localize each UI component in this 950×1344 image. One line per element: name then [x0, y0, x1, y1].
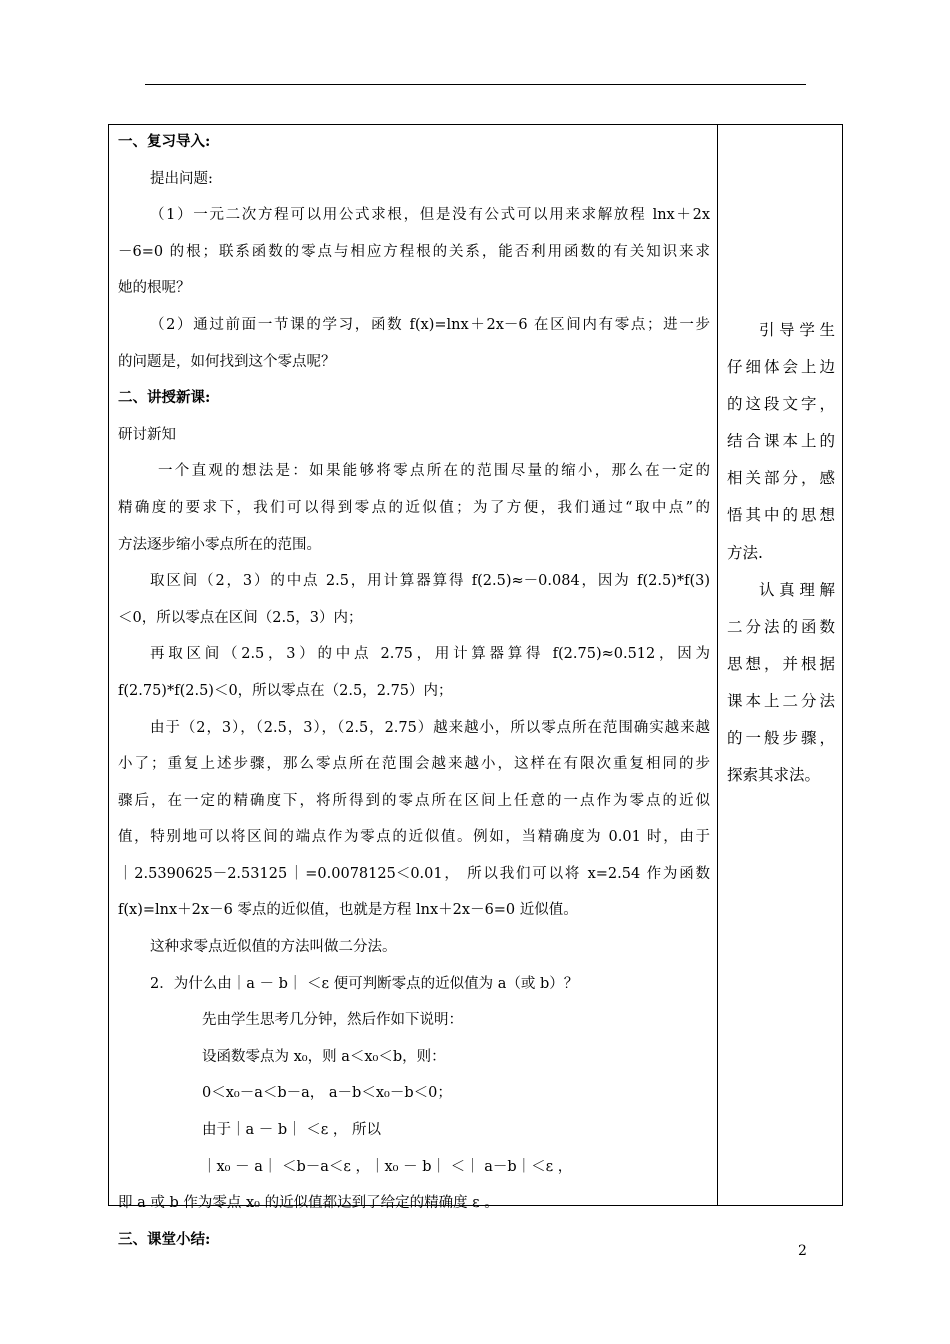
- math-line: 0＜x₀－a＜b－a， a－b＜x₀－b＜0；: [202, 1085, 452, 1102]
- text-line: 她的根呢？: [118, 280, 191, 297]
- side-note-line: 结合课本上的: [727, 432, 835, 451]
- side-note-line: 相关部分，感: [727, 469, 835, 488]
- text-line: 设函数零点为 x₀，则 a＜x₀＜b，则：: [202, 1048, 446, 1065]
- side-note-line: 引导学生: [759, 321, 835, 339]
- question-line: 2．为什么由｜a － b｜ ＜ε 便可判断零点的近似值为 a（或 b）？: [150, 975, 579, 992]
- column-divider: [717, 124, 718, 1206]
- text-line: 值，特别地可以将区间的端点作为零点的近似值。例如，当精确度为 0.01 时，由于: [118, 829, 710, 846]
- text-line: 先由学生思考几分钟，然后作如下说明：: [202, 1012, 463, 1029]
- text-line: ｜2.5390625－2.53125｜=0.0078125＜0.01， 所以我们可以将 x=2.54 作为函数: [118, 865, 710, 882]
- side-note-line: 思想，并根据: [727, 654, 835, 673]
- side-note-line: 方法.: [727, 543, 763, 562]
- text-line: 的问题是，如何找到这个零点呢？: [118, 353, 336, 370]
- section-heading-new-lesson: 二、讲授新课:: [118, 389, 211, 407]
- text-line: 这种求零点近似值的方法叫做二分法。: [150, 939, 397, 956]
- side-note-line: 仔细体会上边: [727, 358, 835, 377]
- side-note-line: 认真理解: [759, 580, 835, 599]
- text-line: －6=0 的根；联系函数的零点与相应方程根的关系，能否利用函数的有关知识来求: [118, 243, 710, 260]
- text-line: 骤后，在一定的精确度下，将所得到的零点所在区间上任意的一点作为零点的近似: [118, 792, 710, 809]
- text-line: 精确度的要求下，我们可以得到零点的近似值；为了方便，我们通过“取中点”的: [118, 499, 710, 516]
- text-line: 由于（2，3），（2.5，3），（2.5，2.75）越来越小，所以零点所在范围确实越来越: [150, 719, 710, 736]
- text-line: f(2.75)*f(2.5)＜0，所以零点在（2.5，2.75）内；: [118, 682, 453, 699]
- math-line: 由于｜a － b｜ ＜ε ， 所以: [202, 1122, 381, 1139]
- text-line: （1）一元二次方程可以用公式求根，但是没有公式可以用来求解放程 lnx＋2x: [150, 207, 710, 224]
- subheading: 研讨新知: [118, 426, 176, 443]
- text-line: f(x)=lnx＋2x－6 零点的近似值，也就是方程 lnx＋2x－6=0 近似值。: [118, 902, 578, 919]
- text-line: 小了；重复上述步骤，那么零点所在范围会越来越小，这样在有限次重复相同的步: [118, 756, 710, 773]
- section-heading-review: 一、复习导入:: [118, 133, 211, 150]
- main-column: [118, 124, 710, 1258]
- page-number: 2: [798, 1243, 807, 1259]
- text-line: （2）通过前面一节课的学习，函数 f(x)=lnx＋2x－6 在区间内有零点；进一步: [150, 316, 710, 333]
- section-heading-summary: 三、课堂小结:: [118, 1230, 211, 1248]
- side-notes-column: [727, 312, 835, 794]
- header-rule: [145, 84, 806, 85]
- side-note-line: 悟其中的思想: [727, 506, 835, 525]
- text-line: 即 a 或 b 作为零点 x₀ 的近似值都达到了给定的精确度 ε 。: [118, 1195, 499, 1212]
- math-line: ｜x₀ － a｜ ＜b－a＜ε ，｜x₀ － b｜ ＜｜ a－b｜＜ε ，: [202, 1158, 573, 1175]
- text-line: 一个直观的想法是：如果能够将零点所在的范围尽量的缩小，那么在一定的: [158, 463, 710, 480]
- side-note-line: 二分法的函数: [727, 617, 835, 636]
- text-line: 再取区间（2.5，3）的中点 2.75，用计算器算得 f(2.75)≈0.512，因为: [150, 646, 710, 663]
- text-line: 提出问题:: [150, 170, 213, 187]
- side-note-line: 课本上二分法: [727, 691, 835, 710]
- side-note-line: 探索其求法。: [727, 766, 821, 785]
- text-line: 取区间（2，3）的中点 2.5，用计算器算得 f(2.5)≈－0.084，因为 f(2.5)*f(3): [150, 573, 710, 590]
- side-note-line: 的这段文字，: [727, 395, 835, 414]
- text-line: ＜0，所以零点在区间（2.5，3）内；: [118, 609, 363, 626]
- side-note-line: 的一般步骤，: [727, 729, 835, 748]
- text-line: 方法逐步缩小零点所在的范围。: [118, 536, 321, 553]
